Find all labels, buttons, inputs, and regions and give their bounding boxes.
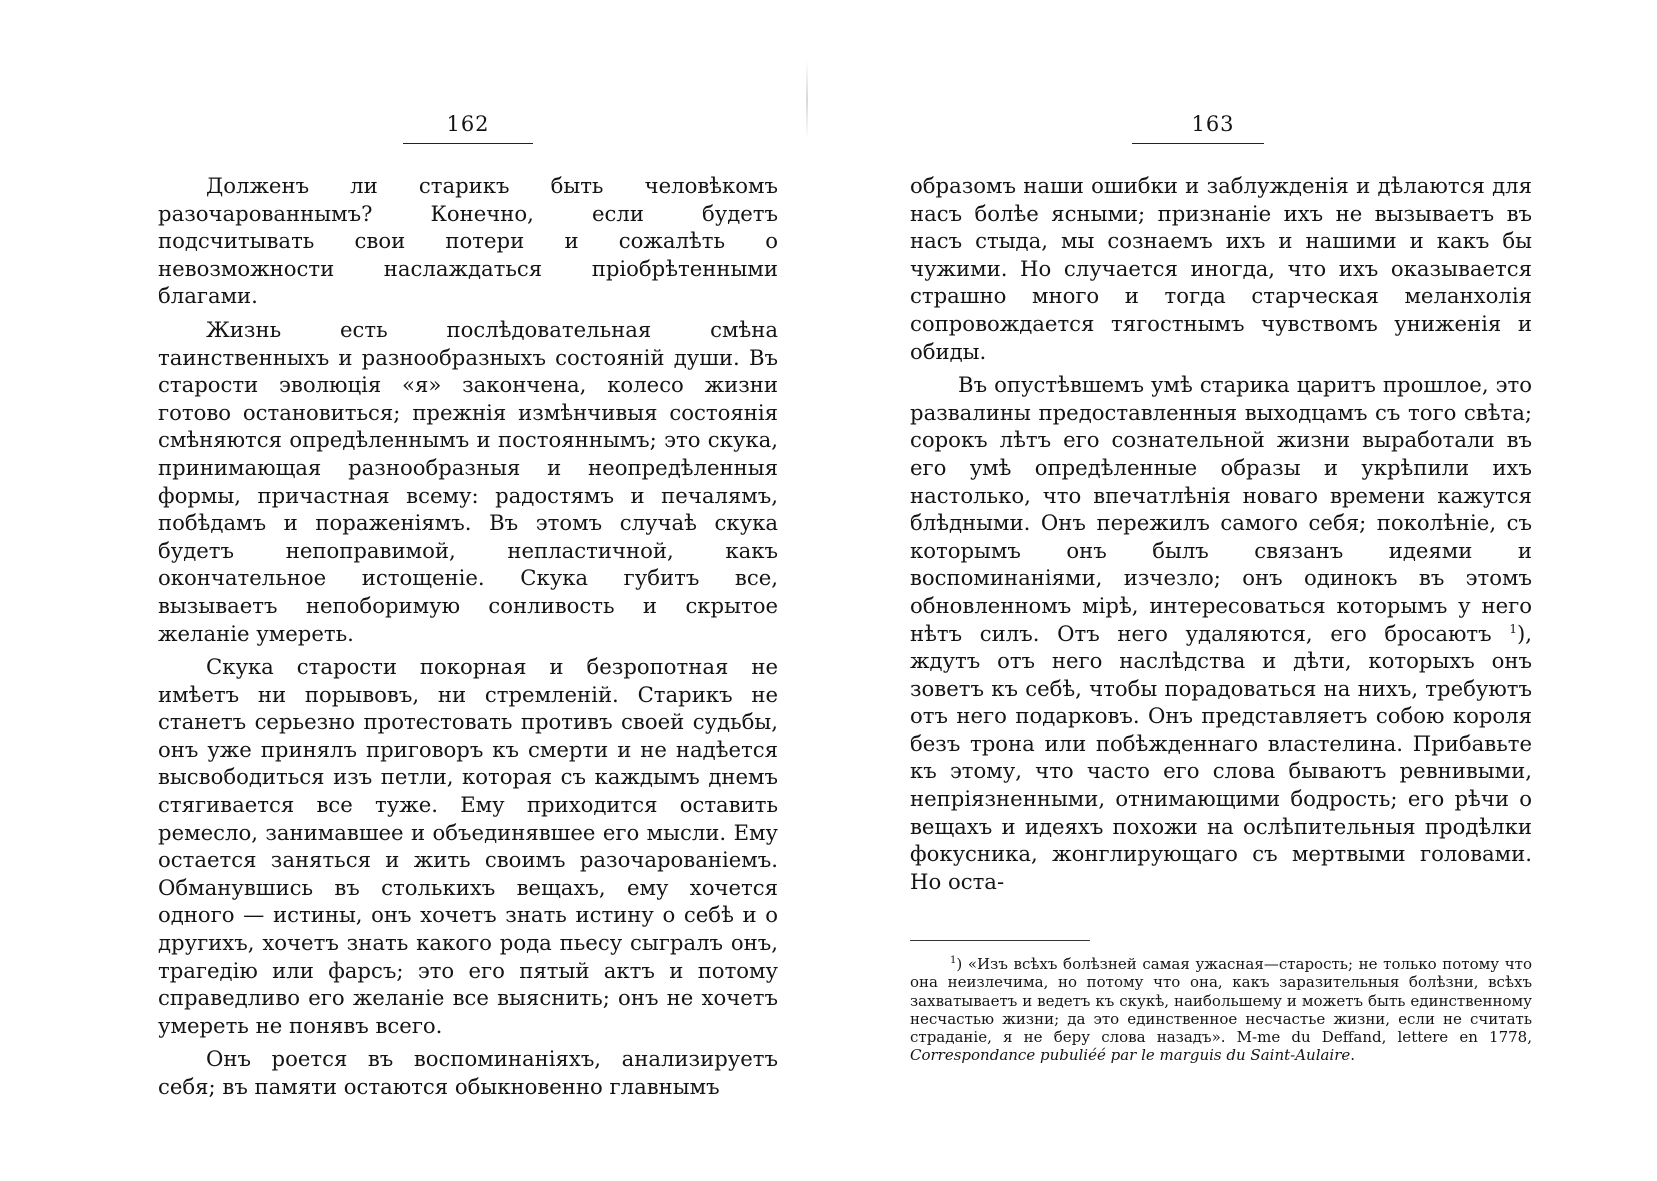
- right-paragraph-2-part-1: Въ опустѣвшемъ умѣ старика царитъ прошлое, это развалины предоставленныя выходцамъ съ того свѣта; сорокъ лѣтъ его сознательной жизни выработали въ его умѣ опредѣленные образы и укрѣпили ихъ настолько, что впечатлѣнія новаго времени кажутся блѣдными. Онъ пережилъ самого себя; поколѣніе, съ которымъ онъ былъ связанъ идеями и воспоминаніями, изчезло; онъ одинокъ въ этомъ обновленномъ мірѣ, интересоваться которымъ у него нѣтъ силъ. Отъ него удаляются, его бросаютъ: [910, 372, 1532, 646]
- footnote-end: .: [1350, 1046, 1356, 1065]
- footnote-marker: 1: [950, 955, 957, 966]
- right-header-rule: [1132, 143, 1264, 144]
- footnote-rule: [910, 940, 1090, 941]
- left-paragraph-1: Долженъ ли старикъ быть человѣкомъ разочарованнымъ? Конечно, если будетъ подсчитывать свои потери и сожалѣть о невозможности наслаждаться пріобрѣтенными благами.: [158, 173, 778, 309]
- footnote-reference-paren: ): [1516, 620, 1526, 646]
- right-page-body: [910, 172, 1532, 895]
- footnote-text: «Изъ всѣхъ болѣзней самая ужасная—старость; не только потому что она неизлечима, но потому что она, какъ заразительныя болѣзни, всѣхъ захватываетъ и ведетъ къ скукѣ, наибольшему и можетъ быть единственному несчастью жизни; да это единственное несчастье жизни, если не считать страданіе, я не беру слова назадъ». M-me du Deffand, lettere en 1778,: [910, 955, 1532, 1047]
- footnote-marker-paren: ): [956, 955, 963, 973]
- right-paragraph-2: [910, 371, 1532, 895]
- footnote-reference[interactable]: 1: [1509, 621, 1517, 636]
- left-page-body: [158, 172, 778, 1101]
- right-paragraph-1: образомъ наши ошибки и заблужденія и дѣлаются для насъ болѣе ясными; признаніе ихъ не вызываетъ въ насъ стыда, мы сознаемъ ихъ и нашими и какъ бы чужими. Но случается иногда, что ихъ оказывается страшно много и тогда старческая меланхолія сопровождается тягостнымъ чувствомъ униженія и обиды.: [910, 173, 1532, 364]
- footnote-source: Correspondance pubuliéé par le marguis du Saint-Aulaire: [910, 1046, 1351, 1065]
- left-page-number: 162: [446, 112, 490, 136]
- footnote: [910, 952, 1532, 1065]
- left-paragraph-4: Онъ роется въ воспоминаніяхъ, анализируетъ себя; въ памяти остаются обыкновенно главнымъ: [158, 1046, 778, 1099]
- left-paragraph-2: Жизнь есть послѣдовательная смѣна таинственныхъ и разнообразныхъ состояній души. Въ старости эволюція «я» закончена, колесо жизни готово остановиться; прежнія измѣнчивыя состоянія смѣняются опредѣленнымъ и постояннымъ; это скука, принимающая разнообразныя и неопредѣленныя формы, причастная всему: радостямъ и печалямъ, побѣдамъ и пораженіямъ. Въ этомъ случаѣ скука будетъ непоправимой, непластичной, какъ окончательное истощеніе. Скука губитъ все, вызываетъ непоборимую сонливость и скрытое желаніе умереть.: [158, 316, 778, 646]
- left-header-rule: [403, 143, 533, 144]
- left-paragraph-3: Скука старости покорная и безропотная не имѣетъ ни порывовъ, ни стремленій. Старикъ не станетъ серьезно протестовать противъ своей судьбы, онъ уже принялъ приговоръ къ смерти и не надѣется высвободиться изъ петли, которая съ каждымъ днемъ стягивается все туже. Ему приходится оставить ремесло, занимавшее и объединявшее его мысли. Ему остается заняться и жить своимъ разочарованіемъ. Обманувшись въ столькихъ вещахъ, ему хочется одного — истины, онъ хочетъ знать истину о себѣ и о другихъ, хочетъ знать какого рода пьесу сыгралъ онъ, трагедію или фарсъ; это его пятый актъ и потому справедливо его желаніе все выяснить; онъ не хочетъ умереть не понявъ всего.: [158, 654, 778, 1038]
- right-paragraph-2-part-2: , ждутъ отъ него наслѣдства и дѣти, которыхъ онъ зоветъ къ себѣ, чтобы порадоваться на нихъ, требуютъ отъ него подарковъ. Онъ представляетъ собою короля безъ трона или побѣжденнаго властелина. Прибавьте къ этому, что часто его слова бываютъ ревнивыми, непріязненными, отнимающими бодрость; его рѣчи о вещахъ и идеяхъ похожи на ослѣпительныя продѣлки фокусника, жонглирующаго съ мертвыми головами. Но оста-: [910, 620, 1532, 894]
- book-gutter: [806, 60, 808, 140]
- right-page-number: 163: [1191, 112, 1235, 136]
